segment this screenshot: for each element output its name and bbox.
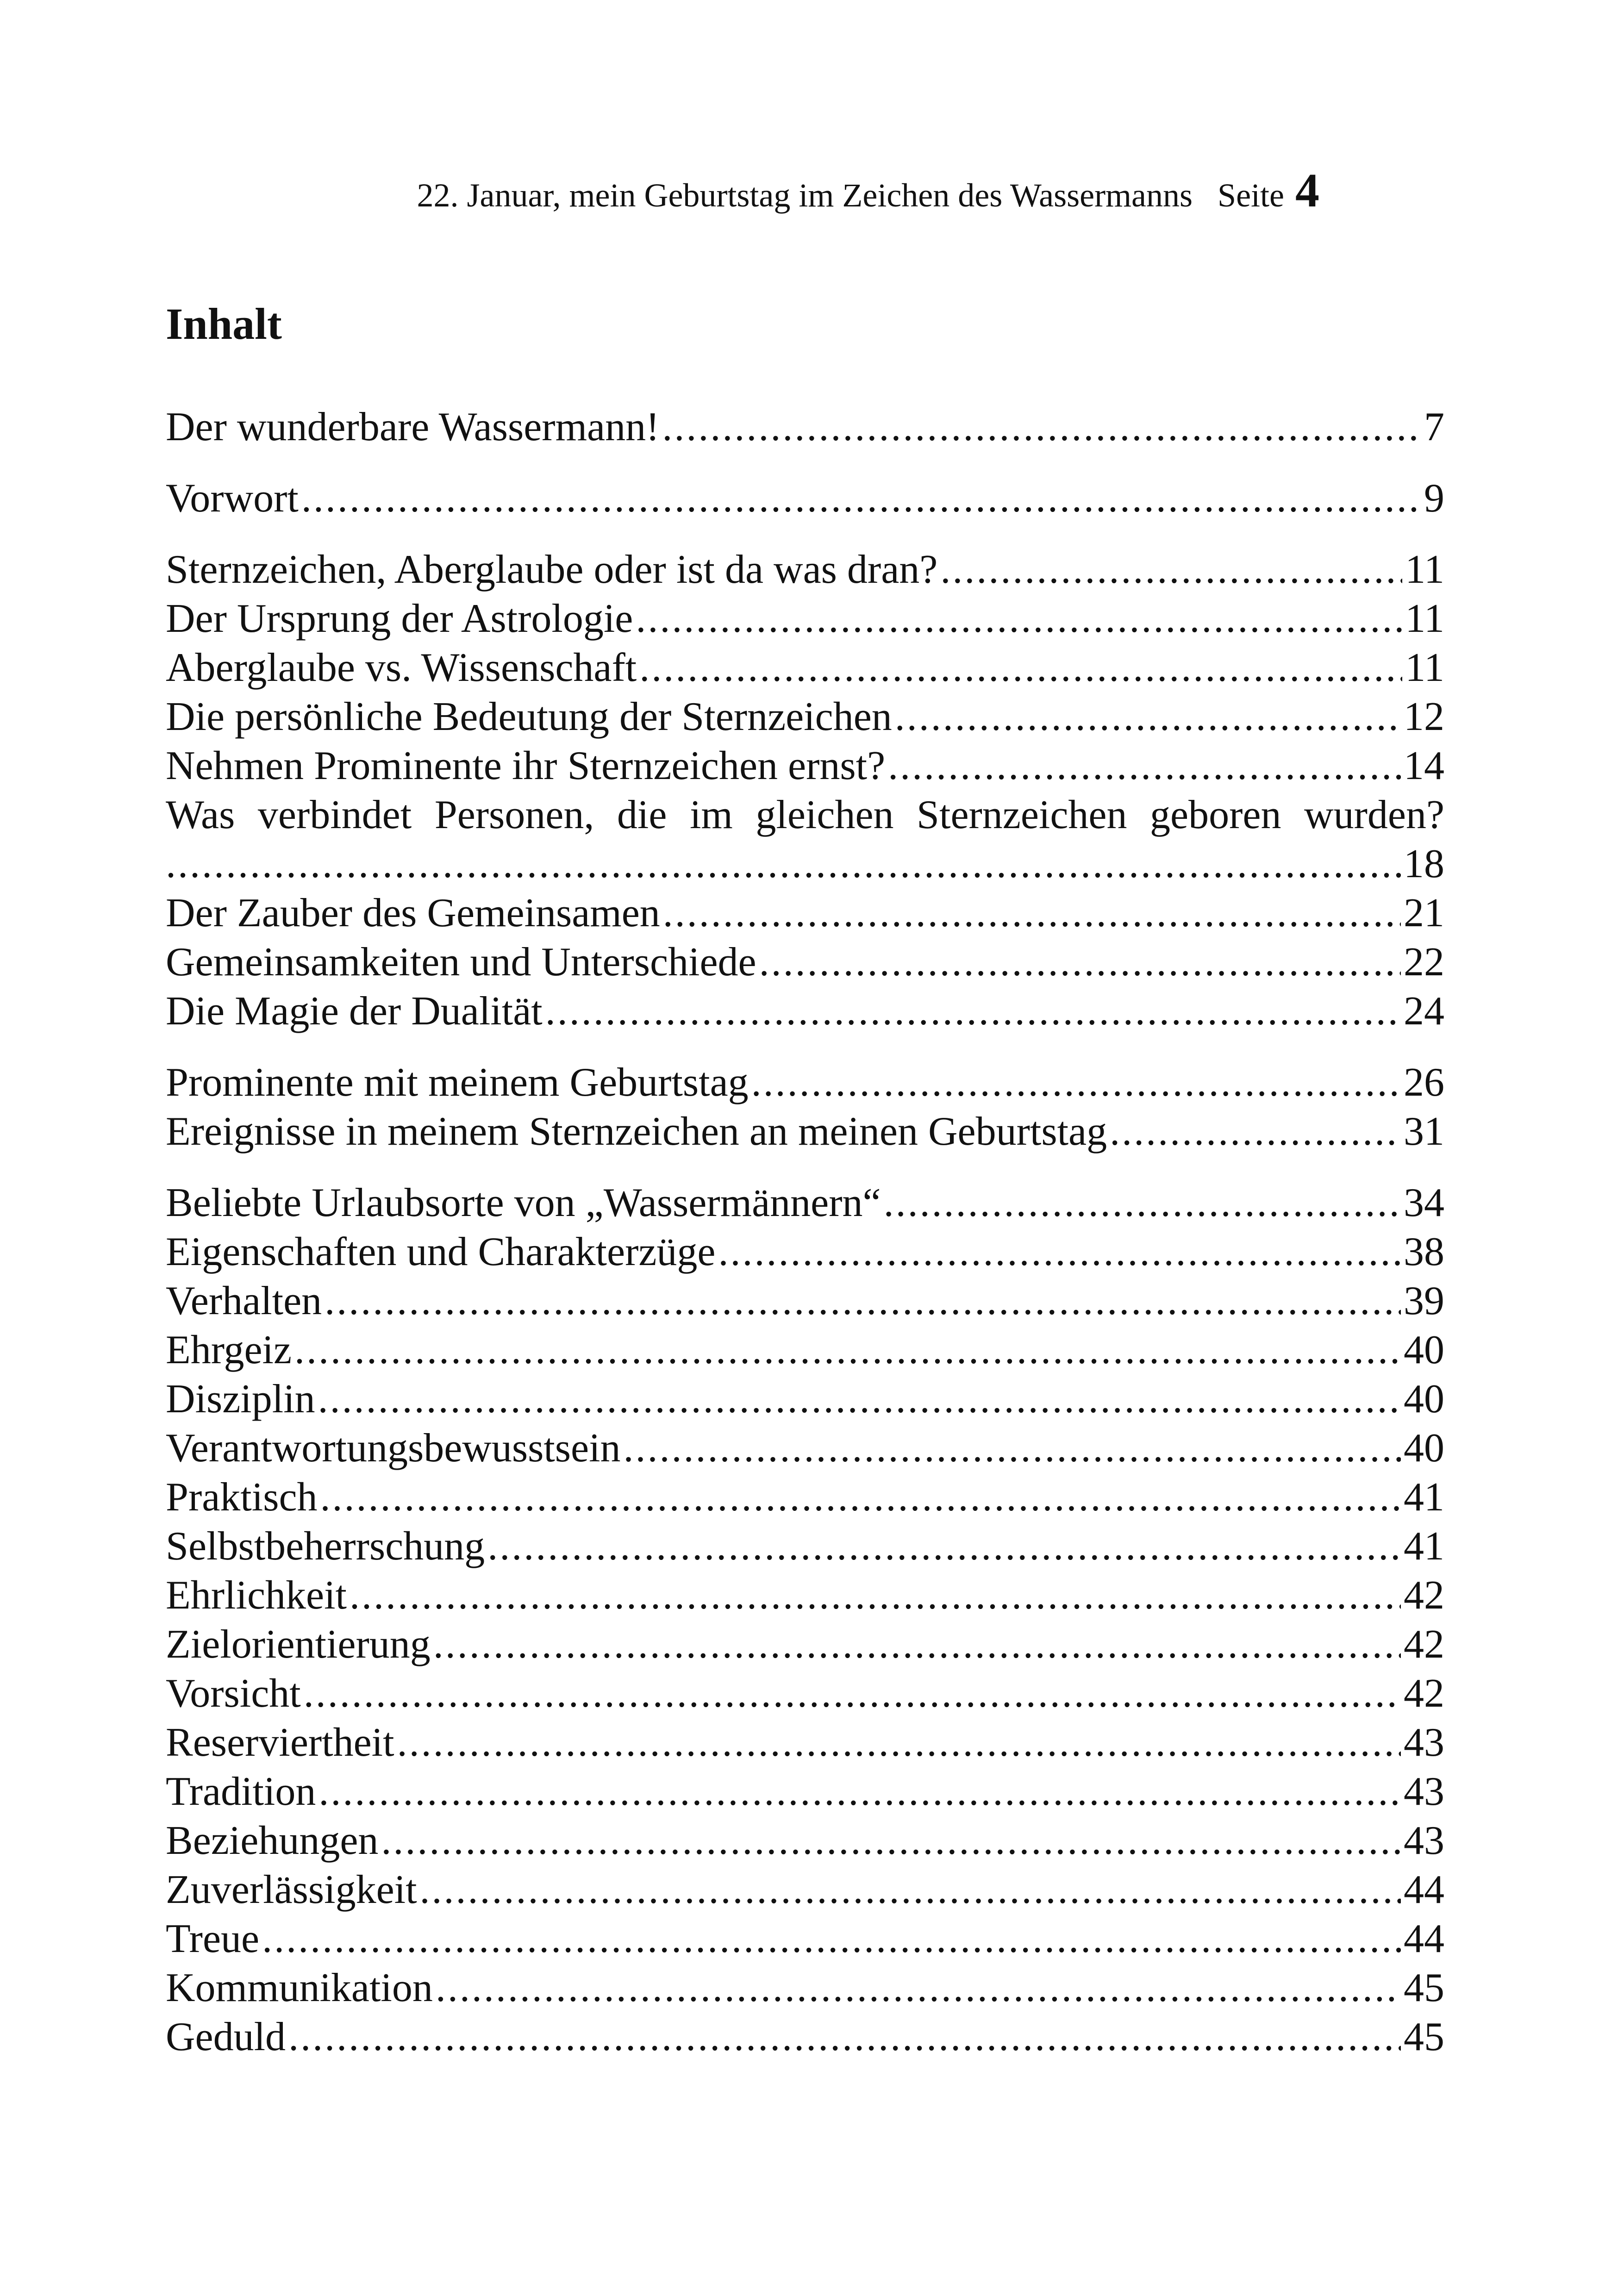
toc-entry-title: Eigenschaften und Charakterzüge [166,1229,716,1274]
toc-entry[interactable] [166,403,1444,452]
dot-leader [319,1767,1401,1816]
toc-entry[interactable] [166,474,1444,523]
toc-entry-page: 11 [1405,547,1444,592]
dot-leader [888,742,1401,791]
toc-entry[interactable] [166,1915,1444,1964]
toc-entry[interactable] [166,938,1444,987]
toc-entry[interactable] [166,1473,1444,1522]
dot-leader [639,643,1402,692]
toc-entry-title: Selbstbeherrschung [166,1524,485,1569]
toc-entry-page: 31 [1404,1109,1444,1154]
toc-entry-page: 45 [1404,1965,1444,2010]
toc-entry-page: 44 [1404,1867,1444,1912]
toc-entry-page: 42 [1404,1671,1444,1716]
running-header [0,163,1319,223]
toc-entry[interactable] [166,1375,1444,1424]
toc-entry-page: 9 [1424,476,1444,521]
toc-entry-title: Reserviertheit [166,1720,394,1765]
dot-leader [884,1179,1401,1228]
toc-entry[interactable] [166,643,1444,692]
toc-entry[interactable] [166,692,1444,742]
toc-entry-title: Der Zauber des Gemeinsamen [166,891,660,935]
toc-entry-page: 40 [1404,1328,1444,1372]
toc-entry[interactable] [166,545,1444,594]
toc-entry-title: Disziplin [166,1377,315,1422]
toc-entry[interactable] [166,2013,1444,2062]
dot-leader [420,1865,1401,1915]
toc-entry-title: Nehmen Prominente ihr Sternzeichen ernst? [166,743,886,788]
toc-entry-title: Praktisch [166,1475,318,1520]
toc-entry-title: Was verbindet Personen, die im gleichen Sternzeichen geboren wurden? [166,792,1444,837]
dot-leader [487,1522,1401,1571]
dot-leader [433,1620,1401,1669]
dot-leader [397,1718,1401,1767]
toc-entry[interactable] [166,1767,1444,1816]
toc-entry-title: Die Magie der Dualität [166,989,543,1034]
toc-entry[interactable] [166,594,1444,643]
toc-entry-title: Zuverlässigkeit [166,1867,417,1912]
toc-entry-title: Ehrgeiz [166,1328,292,1372]
dot-leader [636,594,1402,643]
running-title: 22. Januar, mein Geburtstag im Zeichen des Wassermanns [417,177,1193,214]
toc-entry-page: 26 [1404,1060,1444,1105]
toc-entry-page: 45 [1404,2014,1444,2059]
toc-entry-page: 38 [1404,1229,1444,1274]
dot-leader [1110,1107,1401,1156]
toc-entry-page: 39 [1404,1278,1444,1323]
dot-leader [320,1473,1401,1522]
dot-leader [624,1424,1401,1473]
toc-entry-page: 7 [1424,405,1444,449]
toc-entry-page: 34 [1404,1180,1444,1225]
toc-entry-page: 24 [1404,989,1444,1034]
toc-entry[interactable] [166,1107,1444,1156]
toc-entry-page: 40 [1404,1377,1444,1422]
toc-entry-title: Verantwortungsbewusstsein [166,1426,621,1471]
dot-leader [318,1375,1401,1424]
toc-entry[interactable] [166,1179,1444,1228]
toc-entry-title: Ereignisse in meinem Sternzeichen an meinen Geburtstag [166,1109,1107,1154]
toc-entry-page: 18 [1404,842,1444,886]
toc-entry-page: 43 [1404,1720,1444,1765]
toc-entry-title: Beziehungen [166,1818,379,1863]
toc-entry-title: Sternzeichen, Aberglaube oder ist da was dran? [166,547,938,592]
dot-leader [301,474,1421,523]
dot-leader [662,403,1421,452]
toc-entry-page: 21 [1404,891,1444,935]
toc-entry[interactable] [166,1571,1444,1620]
toc-entry-title: Treue [166,1916,260,1961]
toc-entry[interactable] [166,1228,1444,1277]
dot-leader [751,1058,1401,1107]
toc-entry-title: Der wunderbare Wassermann! [166,405,660,449]
toc-entry-title: Prominente mit meinem Geburtstag [166,1060,749,1105]
toc-entry-page: 43 [1404,1818,1444,1863]
toc-entry-title: Vorwort [166,476,299,521]
toc-entry[interactable] [166,1326,1444,1375]
dot-leader [718,1228,1401,1277]
toc-entry[interactable] [166,1718,1444,1767]
toc-entry[interactable] [166,1058,1444,1107]
toc-entry-page: 41 [1404,1475,1444,1520]
dot-leader [940,545,1402,594]
toc-entry[interactable] [166,1865,1444,1915]
dot-leader [436,1964,1401,2013]
toc-entry-page: 42 [1404,1622,1444,1667]
toc-entry-page: 41 [1404,1524,1444,1569]
dot-leader [325,1277,1401,1326]
toc-entry-title: Ehrlichkeit [166,1573,347,1618]
toc-entry[interactable] [166,1816,1444,1865]
toc-entry-page: 22 [1404,940,1444,985]
toc-entry-title: Tradition [166,1769,316,1814]
toc-entry-title: Aberglaube vs. Wissenschaft [166,645,637,690]
dot-leader [304,1669,1401,1718]
toc-entry[interactable] [166,1964,1444,2013]
toc-entry-title: Die persönliche Bedeutung der Sternzeichen [166,694,892,739]
toc-entry-page: 44 [1404,1916,1444,1961]
dot-leader [759,938,1401,987]
dot-leader [288,2013,1401,2062]
toc-entry-title: Geduld [166,2014,286,2059]
dot-leader [350,1571,1401,1620]
toc-entry[interactable] [166,1669,1444,1718]
dot-leader [166,840,1401,889]
dot-leader [381,1816,1401,1865]
page-number: 4 [1295,164,1319,217]
toc-entry-title: Beliebte Urlaubsorte von „Wassermännern“ [166,1180,881,1225]
dot-leader [663,889,1401,938]
toc-entry-page: 11 [1405,645,1444,690]
toc-heading: Inhalt [166,299,282,349]
toc-entry-page: 42 [1404,1573,1444,1618]
toc-entry-wrapped-title[interactable] [166,791,1444,840]
toc-entry-title: Zielorientierung [166,1622,431,1667]
toc-entry[interactable] [166,1620,1444,1669]
toc-entry[interactable] [166,1522,1444,1571]
toc-entry-page: 43 [1404,1769,1444,1814]
dot-leader [294,1326,1401,1375]
toc-entry-title: Gemeinsamkeiten und Unterschiede [166,940,756,985]
toc-entry[interactable] [166,987,1444,1036]
toc-entry[interactable] [166,889,1444,938]
toc-entry-page: 11 [1405,596,1444,641]
page-label: Seite [1218,177,1284,214]
toc-entry-page: 40 [1404,1426,1444,1471]
dot-leader [545,987,1401,1036]
toc-entry-wrapped-continuation[interactable] [166,840,1444,889]
dot-leader [262,1915,1401,1964]
toc-entry-title: Vorsicht [166,1671,301,1716]
toc-entry-title: Verhalten [166,1278,322,1323]
toc-entry-page: 12 [1404,694,1444,739]
toc-entry-title: Kommunikation [166,1965,433,2010]
toc-entry[interactable] [166,1277,1444,1326]
toc-entry-title: Der Ursprung der Astrologie [166,596,633,641]
dot-leader [895,692,1401,742]
table-of-contents [166,403,1444,2062]
toc-entry[interactable] [166,1424,1444,1473]
toc-entry-page: 14 [1404,743,1444,788]
toc-entry[interactable] [166,742,1444,791]
